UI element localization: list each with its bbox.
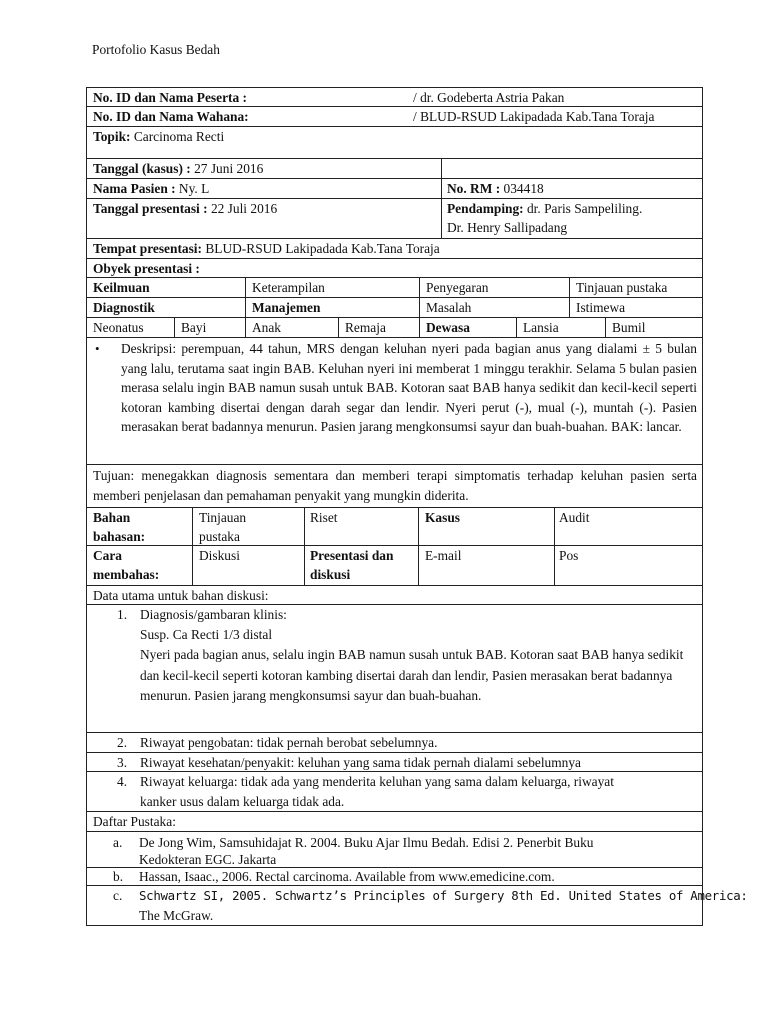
tempat	[93, 239, 440, 258]
item-4-number: 4.	[117, 774, 128, 789]
pendamping-value: dr. Paris Sampeliling.	[523, 201, 643, 216]
tanggal-kasus-row	[86, 158, 703, 179]
obyek-row-1	[86, 277, 703, 298]
obyek-masalah: Masalah	[426, 300, 472, 315]
obyek-remaja: Remaja	[345, 320, 386, 335]
bahan-tinjauan-2: pustaka	[199, 529, 240, 544]
tempat-row	[86, 238, 703, 259]
ref-c-line-1: Schwartz SI, 2005. Schwartz’s Principles of Surgery 8th Ed. United States of America:	[139, 888, 748, 903]
ref-c-number: c.	[113, 888, 123, 903]
obyek-istimewa: Istimewa	[576, 300, 626, 315]
obyek-penyegaran: Penyegaran	[426, 280, 489, 295]
data-utama-row	[86, 585, 703, 605]
bahan-riset: Riset	[310, 510, 338, 525]
page-header: Portofolio Kasus Bedah	[92, 42, 220, 57]
bahan-row	[86, 507, 703, 546]
cara-pos: Pos	[559, 548, 579, 563]
ref-a-row	[86, 831, 703, 868]
obyek-neonatus: Neonatus	[93, 320, 144, 335]
obyek-row-2	[86, 297, 703, 318]
data-utama-label: Data utama untuk bahan diskusi:	[93, 588, 269, 603]
item-2-number: 2.	[117, 735, 128, 750]
nama-pasien-row	[86, 178, 703, 199]
topik-row	[86, 126, 703, 159]
item-1-text: Nyeri pada bagian anus, selalu ingin BAB namun susah untuk BAB. Kotoran saat BAB hanya sedikit dan kecil-kecil seperti kotoran kambing disertai darah dan lendir, Pasien merasakan berat badannya menurun. Pasien jarang mengkonsumsi sayur dan buah-buahan.	[140, 647, 684, 703]
item-1-row	[86, 604, 703, 733]
topik-line	[93, 127, 224, 146]
item-3-text: Riwayat kesehatan/penyakit: keluhan yang sama tidak pernah dialami sebelumnya	[140, 755, 582, 770]
peserta-label: No. ID dan Nama Peserta :	[93, 90, 247, 105]
ref-c-row	[86, 885, 748, 926]
item-2-row	[86, 732, 703, 753]
pustaka-label: Daftar Pustaka:	[93, 814, 176, 829]
topik-label: Topik:	[93, 129, 131, 144]
nama-pasien-value: Ny. L	[175, 181, 210, 196]
item-1-sub: Susp. Ca Recti 1/3 distal	[140, 627, 273, 642]
no-rm	[447, 179, 544, 198]
obyek-tinjauan: Tinjauan pustaka	[576, 280, 668, 295]
cara-row	[86, 545, 703, 586]
obyek-anak: Anak	[252, 320, 282, 335]
nama-pasien	[93, 179, 209, 198]
ref-c-line-2: The McGraw.	[139, 908, 214, 923]
ref-b-text: Hassan, Isaac., 2006. Rectal carcinoma. Available from www.emedicine.com.	[139, 869, 555, 884]
tempat-label: Tempat presentasi:	[93, 241, 202, 256]
cara-label-2: membahas:	[93, 567, 160, 582]
pustaka-row	[86, 811, 703, 832]
obyek-lansia: Lansia	[523, 320, 559, 335]
obyek-row-3	[86, 317, 703, 338]
obyek-dewasa: Dewasa	[426, 320, 470, 335]
ref-b-row	[86, 867, 703, 886]
ref-a-line-2: Kedokteran EGC. Jakarta	[139, 852, 277, 867]
item-2-text: Riwayat pengobatan: tidak pernah berobat sebelumnya.	[140, 735, 438, 750]
tujuan-text: Tujuan: menegakkan diagnosis sementara dan memberi terapi simptomatis terhadap keluhan pasien serta memberi penjelasan dan pemahaman penyakit yang mungkin diderita.	[93, 468, 697, 503]
peserta-row	[86, 87, 703, 107]
obyek-manajemen: Manajemen	[252, 300, 321, 315]
ref-b-number: b.	[113, 869, 124, 884]
tanggal-presentasi	[93, 199, 277, 218]
tanggal-presentasi-row	[86, 198, 703, 239]
obyek-label: Obyek presentasi :	[93, 261, 200, 276]
item-3-number: 3.	[117, 755, 128, 770]
deskripsi-text: Deskripsi: perempuan, 44 tahun, MRS dengan keluhan nyeri pada bagian anus yang dialami ± 5 bulan yang lalu, terutama saat ingin BAB. Keluhan nyeri ini memberat 1 minggu terakhir. Selama 5 bulan pasien merasa selalu ingin BAB namun susah untuk BAB. Kotoran saat BAB hanya sedikit dan kecil-kecil seperti kotoran kambing disertai dengan darah segar dan lendir. Nyeri perut (-), mual (-), muntah (-). Pasien merasakan berat badannya menurun. Pasien jarang mengkonsumsi sayur dan buah-buahan. BAK: lancar.	[121, 341, 697, 434]
nama-pasien-label: Nama Pasien :	[93, 181, 176, 196]
bahan-kasus: Kasus	[425, 510, 460, 525]
tanggal-presentasi-label: Tanggal presentasi :	[93, 201, 208, 216]
obyek-bayi: Bayi	[181, 320, 207, 335]
obyek-keilmuan: Keilmuan	[93, 280, 150, 295]
no-rm-value: 034418	[500, 181, 544, 196]
obyek-keterampilan: Keterampilan	[252, 280, 325, 295]
peserta-value: / dr. Godeberta Astria Pakan	[413, 90, 565, 105]
topik-value: Carcinoma Recti	[130, 129, 225, 144]
obyek-diagnostik: Diagnostik	[93, 300, 155, 315]
ref-a-line-1: De Jong Wim, Samsuhidajat R. 2004. Buku Ajar Ilmu Bedah. Edisi 2. Penerbit Buku	[139, 835, 594, 850]
item-1-title: Diagnosis/gambaran klinis:	[140, 607, 287, 622]
deskripsi-row	[86, 337, 703, 465]
item-4-line-2: kanker usus dalam keluarga tidak ada.	[140, 794, 345, 809]
ref-a-number: a.	[113, 835, 123, 850]
tanggal-presentasi-value: 22 Juli 2016	[207, 201, 278, 216]
cara-presentasi-2: diskusi	[310, 567, 351, 582]
wahana-value: / BLUD-RSUD Lakipadada Kab.Tana Toraja	[413, 109, 655, 124]
cara-presentasi-1: Presentasi dan	[310, 548, 394, 563]
bullet-icon: •	[95, 341, 100, 356]
cara-email: E-mail	[425, 548, 462, 563]
bahan-label-2: bahasan:	[93, 529, 146, 544]
item-3-row	[86, 752, 703, 772]
tempat-value: BLUD-RSUD Lakipadada Kab.Tana Toraja	[202, 241, 440, 256]
tanggal-kasus-label: Tanggal (kasus) :	[93, 161, 191, 176]
pendamping-value-2: Dr. Henry Sallipadang	[447, 220, 568, 235]
tanggal-kasus	[93, 159, 263, 178]
tanggal-kasus-value: 27 Juni 2016	[190, 161, 264, 176]
bahan-tinjauan-1: Tinjauan	[199, 510, 247, 525]
pendamping	[447, 199, 642, 218]
item-1-number: 1.	[117, 607, 128, 622]
item-4-row	[86, 771, 703, 812]
bahan-label-1: Bahan	[93, 510, 131, 525]
no-rm-label: No. RM :	[447, 181, 501, 196]
tujuan-row	[86, 464, 703, 508]
cara-label-1: Cara	[93, 548, 123, 563]
obyek-bumil: Bumil	[612, 320, 646, 335]
pendamping-label: Pendamping:	[447, 201, 524, 216]
cara-diskusi: Diskusi	[199, 548, 240, 563]
bahan-audit: Audit	[559, 510, 590, 525]
wahana-label: No. ID dan Nama Wahana:	[93, 109, 249, 124]
wahana-row	[86, 106, 703, 127]
item-4-line-1: Riwayat keluarga: tidak ada yang menderita keluhan yang sama dalam keluarga, riwayat	[140, 774, 614, 789]
obyek-row	[86, 258, 703, 278]
